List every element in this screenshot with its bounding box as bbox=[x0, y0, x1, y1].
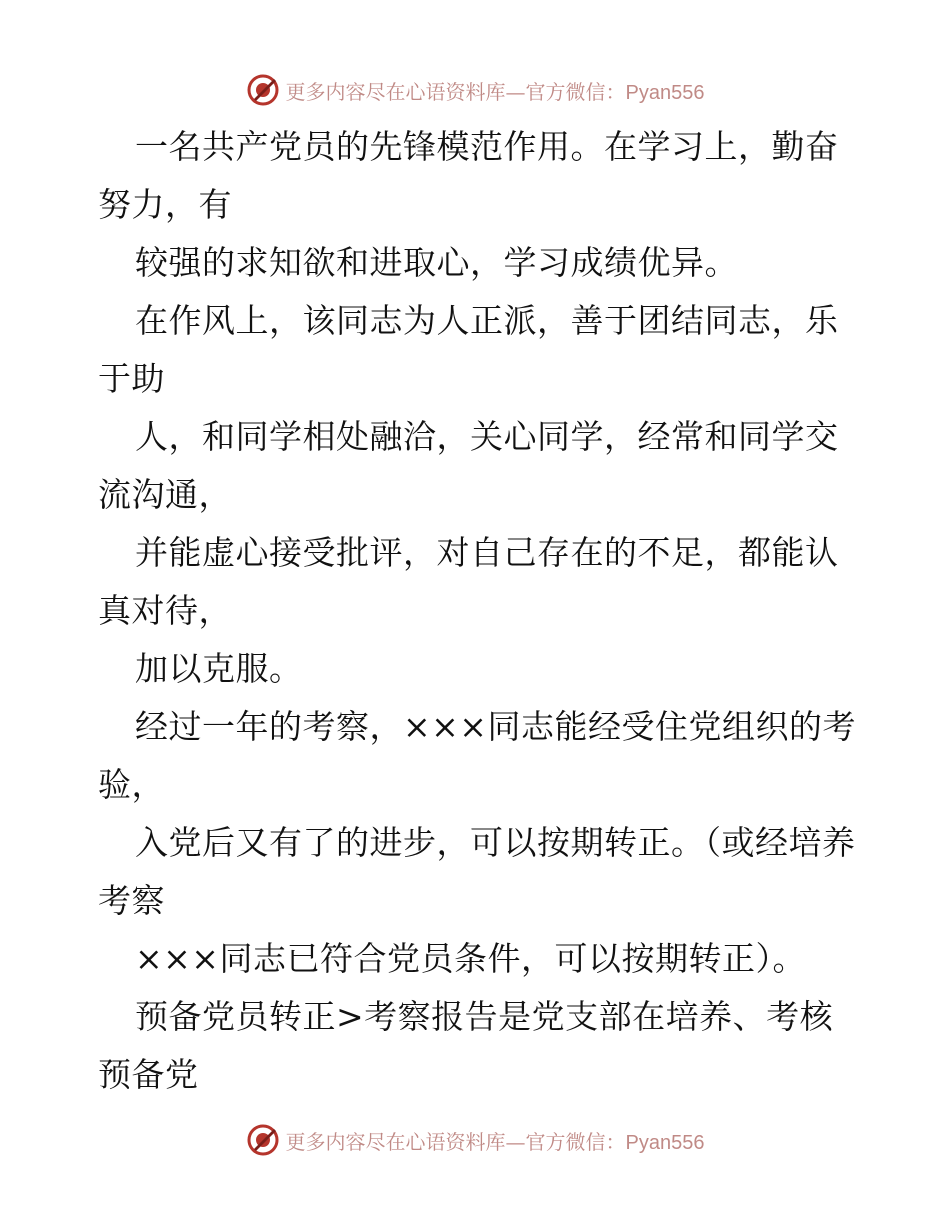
pen-circle-logo-icon bbox=[246, 1123, 280, 1157]
footer-banner-cn: 更多内容尽在心语资料库 bbox=[285, 1129, 506, 1154]
paragraph: ×××同志已符合党员条件，可以按期转正）。 bbox=[135, 939, 806, 978]
paragraph: 预备党员转正>考察报告是党支部在培养、考核预备党 bbox=[98, 997, 834, 1094]
footer-banner bbox=[0, 1120, 950, 1160]
pen-circle-logo-icon bbox=[246, 73, 280, 107]
paragraph: 入党后又有了的进步，可以按期转正。（或经培养考察 bbox=[98, 823, 856, 920]
paragraph: 在作风上，该同志为人正派，善于团结同志，乐于助 bbox=[98, 301, 839, 398]
paragraph: 人，和同学相处融洽，关心同学，经常和同学交流沟通， bbox=[98, 417, 839, 514]
document-body bbox=[98, 118, 858, 1104]
header-banner-text bbox=[286, 76, 705, 105]
paragraph: 一名共产党员的先锋模范作用。在学习上，勤奋努力，有 bbox=[98, 127, 839, 224]
header-banner-cn: 更多内容尽在心语资料库 bbox=[285, 79, 506, 104]
paragraph: 较强的求知欲和进取心，学习成绩优异。 bbox=[135, 243, 738, 282]
paragraph: 经过一年的考察，×××同志能经受住党组织的考验， bbox=[98, 707, 856, 804]
footer-banner-wechat-id: Pyan556 bbox=[625, 1131, 705, 1154]
footer-banner-text bbox=[286, 1126, 705, 1155]
paragraph: 并能虚心接受批评，对自己存在的不足，都能认真对待， bbox=[98, 533, 839, 630]
header-banner-wechat-id: Pyan556 bbox=[625, 81, 705, 104]
footer-banner-label: 官方微信： bbox=[525, 1129, 626, 1154]
header-banner-dash: — bbox=[505, 79, 526, 104]
header-banner bbox=[0, 70, 950, 110]
header-banner-label: 官方微信： bbox=[525, 79, 626, 104]
footer-banner-dash: — bbox=[505, 1129, 526, 1154]
paragraph: 加以克服。 bbox=[135, 649, 303, 688]
